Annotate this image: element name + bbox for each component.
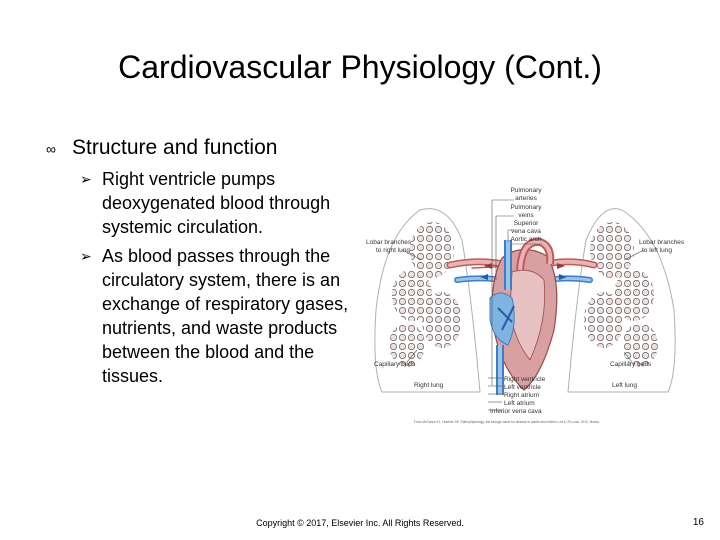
label-lobar-right-1: Lobar branches bbox=[366, 239, 412, 246]
label-superior-vena-cava-1: Superior bbox=[513, 220, 539, 227]
copyright-footer: Copyright © 2017, Elsevier Inc. All Rights Reserved. bbox=[256, 518, 464, 528]
label-left-lung: Left lung bbox=[612, 382, 637, 389]
label-lobar-left-1: Lobar branches bbox=[639, 239, 685, 246]
label-lobar-right-2: to right lung bbox=[376, 247, 410, 254]
label-pulmonary-arteries-2: arteries bbox=[515, 195, 537, 202]
label-inferior-vena-cava: Inferior vena cava bbox=[490, 408, 542, 415]
label-pulmonary-arteries-1: Pulmonary bbox=[510, 187, 542, 194]
label-right-ventricle: Right ventricle bbox=[504, 376, 546, 383]
label-left-atrium: Left atrium bbox=[504, 400, 535, 407]
arrow-bullet-icon: ➢ bbox=[80, 248, 92, 264]
label-aortic-arch: Aortic arch bbox=[510, 236, 542, 243]
slide-title: Cardiovascular Physiology (Cont.) bbox=[118, 49, 602, 85]
sub-bullet-2 bbox=[80, 244, 355, 388]
label-left-ventricle: Left ventricle bbox=[504, 384, 541, 391]
label-capillary-beds-right-lung: Capillary beds bbox=[374, 361, 416, 368]
main-bullet bbox=[46, 136, 277, 161]
main-bullet-text: Structure and function bbox=[72, 136, 278, 159]
sub-bullet-text: As blood passes through the circulatory system, there is an exchange of respiratory gases, nutrients, and waste products between the blood and the tissues. bbox=[102, 246, 349, 386]
label-pulmonary-veins-2: veins bbox=[518, 212, 534, 219]
label-superior-vena-cava-2: vena cava bbox=[511, 228, 541, 235]
sub-bullet-1 bbox=[80, 167, 355, 239]
figure-source-credit: From McCance KL, Huether SE: Pathophysiology: the biologic basis for disease in adults and children, ed 6, St Louis, 2010, Mosby. bbox=[414, 420, 600, 424]
arrow-bullet-icon: ➢ bbox=[80, 171, 92, 187]
page-number: 16 bbox=[692, 517, 704, 528]
label-capillary-beds-left-lung: Capillary beds bbox=[610, 361, 652, 368]
circulation-diagram bbox=[362, 180, 692, 430]
label-pulmonary-veins-1: Pulmonary bbox=[510, 204, 542, 211]
heart-illustration bbox=[490, 240, 557, 395]
label-lobar-left-2: to left lung bbox=[642, 247, 672, 254]
sub-bullet-text: Right ventricle pumps deoxygenated blood through systemic circulation. bbox=[102, 169, 331, 237]
label-right-lung: Right lung bbox=[414, 382, 444, 389]
label-right-atrium: Right atrium bbox=[504, 392, 540, 399]
infinity-bullet-icon: ∞ bbox=[46, 141, 56, 157]
